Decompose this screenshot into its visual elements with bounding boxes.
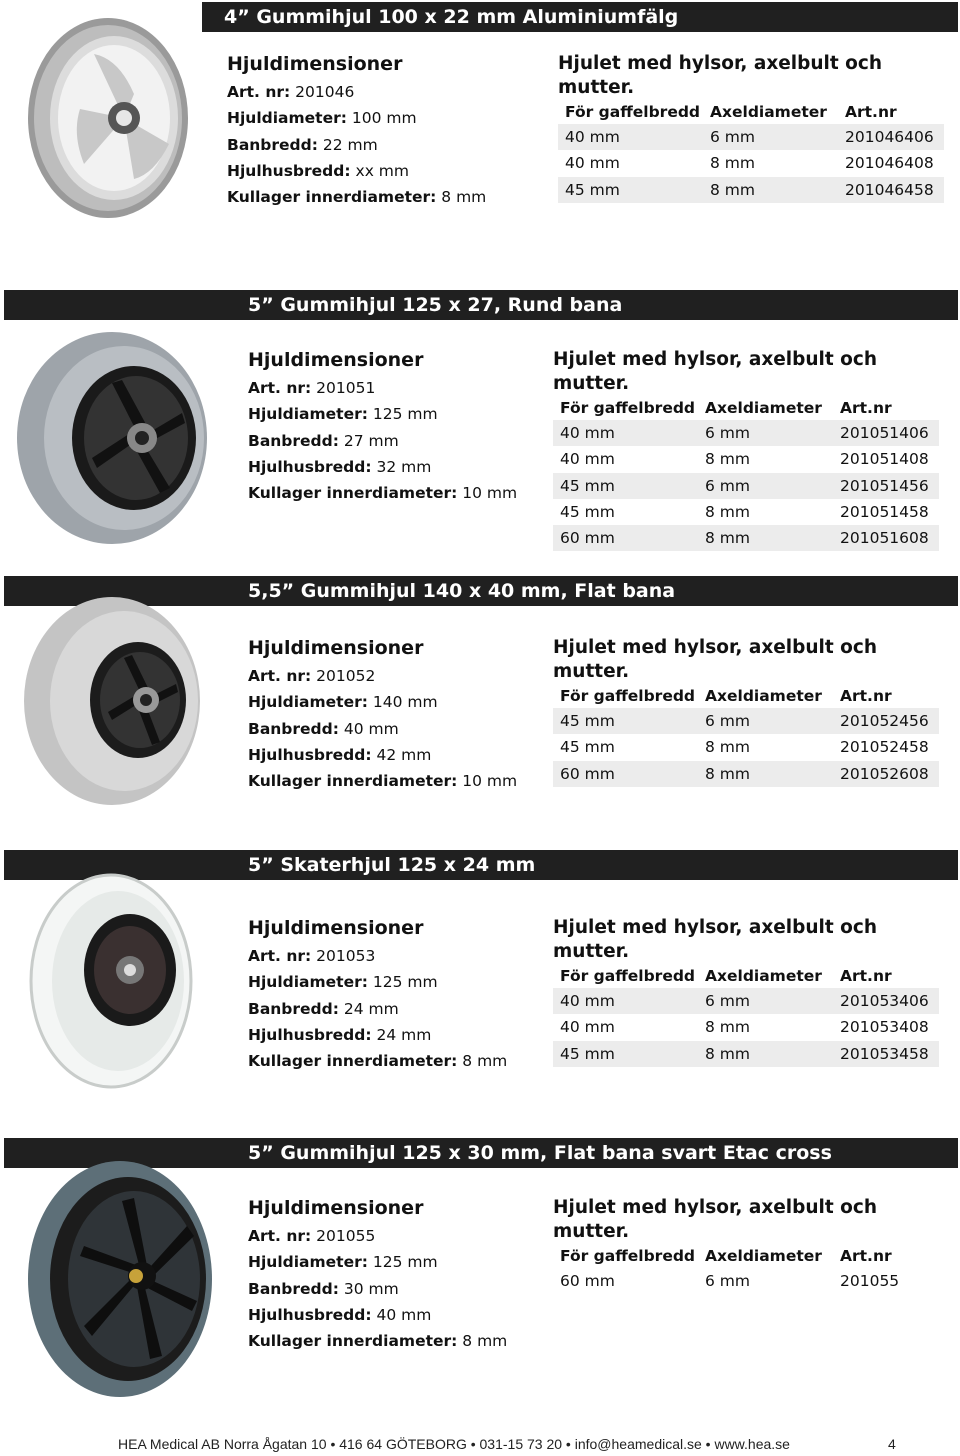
- dim-value: 10 mm: [462, 772, 518, 791]
- dim-label: Hjulhusbredd:: [248, 457, 372, 476]
- column-header: Art.nr: [840, 1247, 892, 1265]
- dim-label: Banbredd:: [248, 431, 339, 450]
- dim-value: 125 mm: [372, 405, 438, 424]
- dim-value: 24 mm: [376, 1025, 432, 1044]
- dim-label: Hjulhusbredd:: [248, 1305, 372, 1324]
- dim-label: Hjulhusbredd:: [227, 161, 351, 180]
- spec-table: [553, 1244, 939, 1294]
- wheel-dimensions: [227, 52, 486, 210]
- dim-value: xx mm: [355, 161, 409, 180]
- table-row: [558, 150, 944, 176]
- dim-value: 8 mm: [462, 1332, 508, 1351]
- table-row: [553, 420, 939, 446]
- column-header: Axeldiameter: [705, 399, 822, 417]
- dim-value: 27 mm: [343, 431, 399, 450]
- product-section-1: [0, 0, 960, 240]
- wheel-skater-image: [26, 870, 196, 1092]
- dim-row: [248, 1302, 507, 1328]
- table-cell: 6 mm: [703, 124, 838, 150]
- spec-heading: Hjulet med hylsor, axelbult och mutter.: [553, 637, 878, 682]
- dim-row: [248, 663, 517, 689]
- table-row: [553, 988, 939, 1014]
- dim-label: Art. nr:: [248, 947, 312, 965]
- column-header: För gaffelbredd: [560, 967, 696, 985]
- table-cell: 6 mm: [698, 708, 833, 734]
- table-cell: 40 mm: [558, 150, 703, 176]
- table-row: [553, 708, 939, 734]
- table-cell: 40 mm: [553, 988, 698, 1014]
- spec-table: [553, 964, 939, 1067]
- table-cell: 8 mm: [698, 499, 833, 525]
- dim-row: [227, 184, 486, 210]
- wheel-grey-round-image: [12, 328, 212, 548]
- dim-row: [248, 716, 517, 742]
- dimensions-heading: Hjuldimensioner: [248, 917, 424, 939]
- dim-label: Hjuldiameter:: [248, 1253, 368, 1272]
- column-header: Axeldiameter: [705, 1247, 822, 1265]
- dim-label: Kullager innerdiameter:: [248, 484, 458, 503]
- product-section-2: [0, 290, 960, 560]
- table-cell: 201051406: [833, 420, 939, 446]
- table-row: [553, 1268, 939, 1294]
- table-row: [558, 124, 944, 150]
- product-section-5: [0, 1138, 960, 1428]
- dim-value: 125 mm: [372, 973, 438, 992]
- table-cell: 45 mm: [553, 1041, 698, 1067]
- wheel-aluminium-image: [24, 14, 194, 222]
- dim-label: Banbredd:: [248, 1279, 339, 1298]
- table-cell: 8 mm: [703, 177, 838, 203]
- table-cell: 45 mm: [553, 734, 698, 760]
- dim-value: 140 mm: [372, 693, 438, 712]
- product-title-bar: 5” Gummihjul 125 x 30 mm, Flat bana svart Etac cross: [4, 1138, 958, 1168]
- dim-row: [248, 480, 517, 506]
- dim-row: [248, 401, 517, 427]
- page-footer: [118, 1436, 908, 1452]
- dim-value: 201046: [295, 83, 355, 101]
- dim-value: 32 mm: [376, 457, 432, 476]
- table-cell: 201052608: [833, 761, 939, 787]
- page-number: 4: [888, 1436, 896, 1452]
- table-cell: 8 mm: [698, 734, 833, 760]
- dim-label: Art. nr:: [248, 667, 312, 685]
- dim-label: Hjulhusbredd:: [248, 745, 372, 764]
- dim-value: 201053: [316, 947, 376, 965]
- table-cell: 201053406: [833, 988, 939, 1014]
- spec-table-block: [553, 1196, 939, 1294]
- dim-row: [248, 768, 517, 794]
- dim-label: Hjuldiameter:: [248, 973, 368, 992]
- table-row: [558, 177, 944, 203]
- dim-row: [227, 132, 486, 158]
- dim-value: 8 mm: [441, 188, 487, 207]
- table-cell: 45 mm: [558, 177, 703, 203]
- table-header: [553, 396, 939, 420]
- dim-label: Art. nr:: [248, 379, 312, 397]
- spec-heading: Hjulet med hylsor, axelbult och mutter.: [553, 349, 878, 394]
- table-cell: 6 mm: [698, 420, 833, 446]
- dim-row: [248, 1223, 507, 1249]
- table-cell: 201046408: [838, 150, 944, 176]
- table-cell: 201051608: [833, 525, 939, 551]
- table-cell: 6 mm: [698, 1268, 833, 1294]
- dim-value: 201055: [316, 1227, 376, 1245]
- dim-label: Kullager innerdiameter:: [248, 772, 458, 791]
- table-cell: 45 mm: [553, 499, 698, 525]
- column-header: Art.nr: [840, 967, 892, 985]
- dim-value: 22 mm: [322, 135, 378, 154]
- table-header: [553, 684, 939, 708]
- table-cell: 201051456: [833, 473, 939, 499]
- spec-table: [553, 396, 939, 551]
- product-title-bar: 5” Gummihjul 125 x 27, Rund bana: [4, 290, 958, 320]
- spec-heading: Hjulet med hylsor, axelbult och mutter.: [558, 53, 883, 98]
- column-header: Art.nr: [840, 399, 892, 417]
- wheel-dimensions: [248, 1196, 507, 1354]
- wheel-grey-flat-image: [20, 592, 206, 810]
- dim-label: Banbredd:: [227, 135, 318, 154]
- dim-value: 30 mm: [343, 1279, 399, 1298]
- table-cell: 201053458: [833, 1041, 939, 1067]
- table-row: [553, 499, 939, 525]
- dimensions-heading: Hjuldimensioner: [248, 349, 424, 371]
- table-cell: 60 mm: [553, 1268, 698, 1294]
- table-cell: 8 mm: [698, 761, 833, 787]
- table-cell: 6 mm: [698, 988, 833, 1014]
- table-cell: 8 mm: [698, 525, 833, 551]
- dim-row: [248, 1048, 507, 1074]
- dimensions-heading: Hjuldimensioner: [227, 53, 403, 75]
- dim-label: Banbredd:: [248, 719, 339, 738]
- table-cell: 8 mm: [698, 1041, 833, 1067]
- wheel-etac-cross-image: [22, 1156, 218, 1402]
- dim-label: Kullager innerdiameter:: [248, 1052, 458, 1071]
- dim-value: 40 mm: [343, 719, 399, 738]
- dim-row: [248, 689, 517, 715]
- table-cell: 201046406: [838, 124, 944, 150]
- spec-heading: Hjulet med hylsor, axelbult och mutter.: [553, 917, 878, 962]
- dim-row: [227, 105, 486, 131]
- table-cell: 201046458: [838, 177, 944, 203]
- spec-table: [553, 684, 939, 787]
- table-row: [553, 525, 939, 551]
- dim-row: [248, 1249, 507, 1275]
- table-cell: 201051408: [833, 446, 939, 472]
- wheel-dimensions: [248, 916, 507, 1074]
- dim-row: [248, 943, 507, 969]
- dim-value: 201051: [316, 379, 376, 397]
- dim-row: [227, 158, 486, 184]
- dim-value: 42 mm: [376, 745, 432, 764]
- spec-table-block: [553, 348, 939, 551]
- dim-row: [248, 742, 517, 768]
- dim-row: [248, 454, 517, 480]
- dim-value: 24 mm: [343, 999, 399, 1018]
- table-cell: 201055: [833, 1268, 939, 1294]
- dim-row: [248, 996, 507, 1022]
- dim-row: [248, 375, 517, 401]
- table-row: [553, 734, 939, 760]
- dim-label: Hjuldiameter:: [227, 109, 347, 128]
- column-header: För gaffelbredd: [560, 687, 696, 705]
- column-header: För gaffelbredd: [565, 103, 701, 121]
- column-header: Art.nr: [845, 103, 897, 121]
- product-title-bar: 4” Gummihjul 100 x 22 mm Aluminiumfälg: [202, 2, 958, 32]
- dim-row: [248, 1022, 507, 1048]
- table-cell: 201052458: [833, 734, 939, 760]
- column-header: Axeldiameter: [705, 687, 822, 705]
- table-cell: 45 mm: [553, 473, 698, 499]
- table-row: [553, 1014, 939, 1040]
- table-cell: 45 mm: [553, 708, 698, 734]
- wheel-dimensions: [248, 348, 517, 506]
- dim-row: [227, 79, 486, 105]
- spec-heading: Hjulet med hylsor, axelbult och mutter.: [553, 1197, 878, 1242]
- column-header: För gaffelbredd: [560, 399, 696, 417]
- table-row: [553, 473, 939, 499]
- dim-row: [248, 1276, 507, 1302]
- table-header: [553, 964, 939, 988]
- column-header: Axeldiameter: [710, 103, 827, 121]
- table-cell: 40 mm: [553, 1014, 698, 1040]
- product-section-3: [0, 576, 960, 826]
- dim-row: [248, 1328, 507, 1354]
- table-cell: 60 mm: [553, 525, 698, 551]
- table-cell: 201052456: [833, 708, 939, 734]
- table-cell: 201051458: [833, 499, 939, 525]
- dim-label: Hjuldiameter:: [248, 693, 368, 712]
- dim-value: 10 mm: [462, 484, 518, 503]
- dim-label: Art. nr:: [227, 83, 291, 101]
- spec-table-block: [553, 636, 939, 787]
- table-row: [553, 446, 939, 472]
- column-header: Art.nr: [840, 687, 892, 705]
- dim-label: Hjuldiameter:: [248, 405, 368, 424]
- table-cell: 60 mm: [553, 761, 698, 787]
- dim-label: Hjulhusbredd:: [248, 1025, 372, 1044]
- spec-table: [558, 100, 944, 203]
- dimensions-heading: Hjuldimensioner: [248, 1197, 424, 1219]
- dim-label: Art. nr:: [248, 1227, 312, 1245]
- table-cell: 8 mm: [703, 150, 838, 176]
- table-cell: 40 mm: [558, 124, 703, 150]
- dim-value: 201052: [316, 667, 376, 685]
- dim-label: Banbredd:: [248, 999, 339, 1018]
- table-header: [553, 1244, 939, 1268]
- column-header: För gaffelbredd: [560, 1247, 696, 1265]
- table-row: [553, 1041, 939, 1067]
- dim-label: Kullager innerdiameter:: [227, 188, 437, 207]
- wheel-dimensions: [248, 636, 517, 794]
- dimensions-heading: Hjuldimensioner: [248, 637, 424, 659]
- dim-value: 125 mm: [372, 1253, 438, 1272]
- dim-value: 8 mm: [462, 1052, 508, 1071]
- table-row: [553, 761, 939, 787]
- table-cell: 40 mm: [553, 420, 698, 446]
- column-header: Axeldiameter: [705, 967, 822, 985]
- dim-value: 100 mm: [351, 109, 417, 128]
- product-title-bar: 5,5” Gummihjul 140 x 40 mm, Flat bana: [4, 576, 958, 606]
- table-header: [558, 100, 944, 124]
- table-cell: 40 mm: [553, 446, 698, 472]
- table-cell: 201053408: [833, 1014, 939, 1040]
- dim-label: Kullager innerdiameter:: [248, 1332, 458, 1351]
- spec-table-block: [553, 916, 939, 1067]
- dim-row: [248, 969, 507, 995]
- spec-table-block: [558, 52, 944, 203]
- table-cell: 6 mm: [698, 473, 833, 499]
- dim-row: [248, 428, 517, 454]
- footer-contact-text: HEA Medical AB Norra Ågatan 10 • 416 64 GÖTEBORG • 031-15 73 20 • info@heamedical.se • www.hea.se: [118, 1436, 790, 1452]
- product-title-bar: 5” Skaterhjul 125 x 24 mm: [4, 850, 958, 880]
- dim-value: 40 mm: [376, 1305, 432, 1324]
- table-cell: 8 mm: [698, 1014, 833, 1040]
- table-cell: 8 mm: [698, 446, 833, 472]
- product-section-4: [0, 850, 960, 1110]
